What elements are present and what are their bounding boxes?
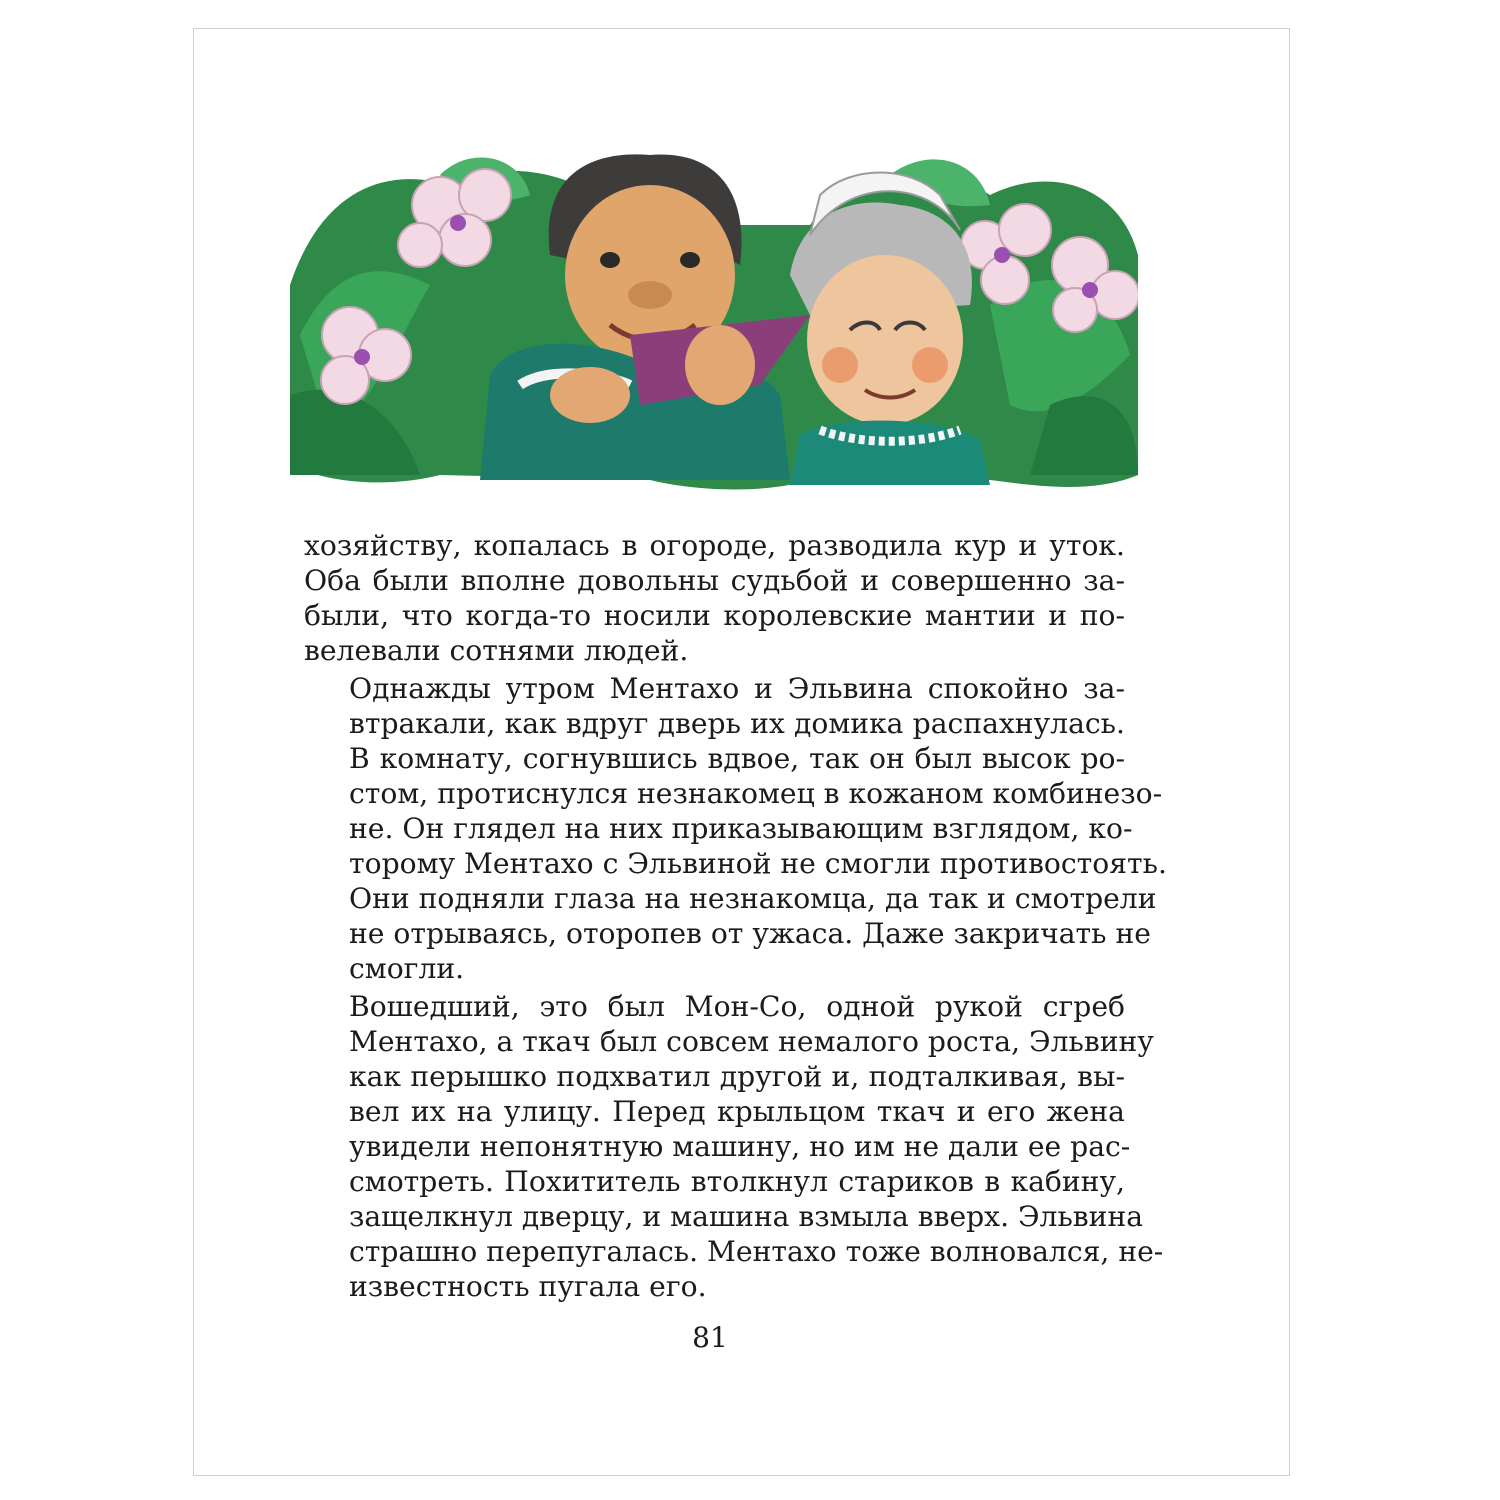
text-line: защелкнул дверцу, и машина взмыла вверх. Эльвина	[349, 1200, 1144, 1233]
text-line: втракали, как вдруг дверь их домика распахнулась.	[349, 707, 1125, 740]
illustration-art	[290, 135, 1138, 495]
text-line: увидели непонятную машину, но им не дали ее рас-	[349, 1130, 1131, 1163]
text-line: торому Ментахо с Эльвиной не смогли противостоять.	[349, 847, 1167, 880]
text-line: были, что когда-то носили королевские мантии и по-	[304, 599, 1125, 632]
text-line: Оба были вполне довольны судьбой и совершенно за-	[304, 564, 1125, 597]
body-text	[304, 528, 1167, 1307]
text-line: смотреть. Похититель втолкнул стариков в кабину,	[349, 1165, 1125, 1198]
paragraph-2	[304, 671, 1167, 986]
text-line: не отрываясь, оторопев от ужаса. Даже закричать не	[349, 917, 1151, 950]
text-line: В комнату, согнувшись вдвое, так он был высок ро-	[349, 742, 1125, 775]
text-line: Однажды утром Ментахо и Эльвина спокойно за-	[349, 672, 1125, 705]
page-number: 81	[692, 1321, 728, 1354]
text-line: хозяйству, копалась в огороде, разводила кур и уток.	[304, 529, 1125, 562]
text-line: Вошедший, это был Мон-Со, одной рукой сгреб	[349, 990, 1125, 1023]
text-line: как перышко подхватил другой и, подталкивая, вы-	[349, 1060, 1125, 1093]
text-line: известность пугала его.	[349, 1270, 707, 1303]
text-line: смогли.	[349, 952, 465, 985]
text-line: велевали сотнями людей.	[304, 634, 689, 667]
text-line: Ментахо, а ткач был совсем немалого роста, Эльвину	[349, 1025, 1154, 1058]
text-line: Они подняли глаза на незнакомца, да так и смотрели	[349, 882, 1157, 915]
paragraph-3	[304, 989, 1164, 1304]
text-line: стом, протиснулся незнакомец в кожаном комбинезо-	[349, 777, 1163, 810]
text-line: страшно перепугалась. Ментахо тоже волновался, не-	[349, 1235, 1164, 1268]
paragraph-1	[304, 528, 1125, 668]
text-line: не. Он глядел на них приказывающим взглядом, ко-	[349, 812, 1133, 845]
chapter-illustration	[290, 135, 1138, 495]
text-line: вел их на улицу. Перед крыльцом ткач и его жена	[349, 1095, 1125, 1128]
